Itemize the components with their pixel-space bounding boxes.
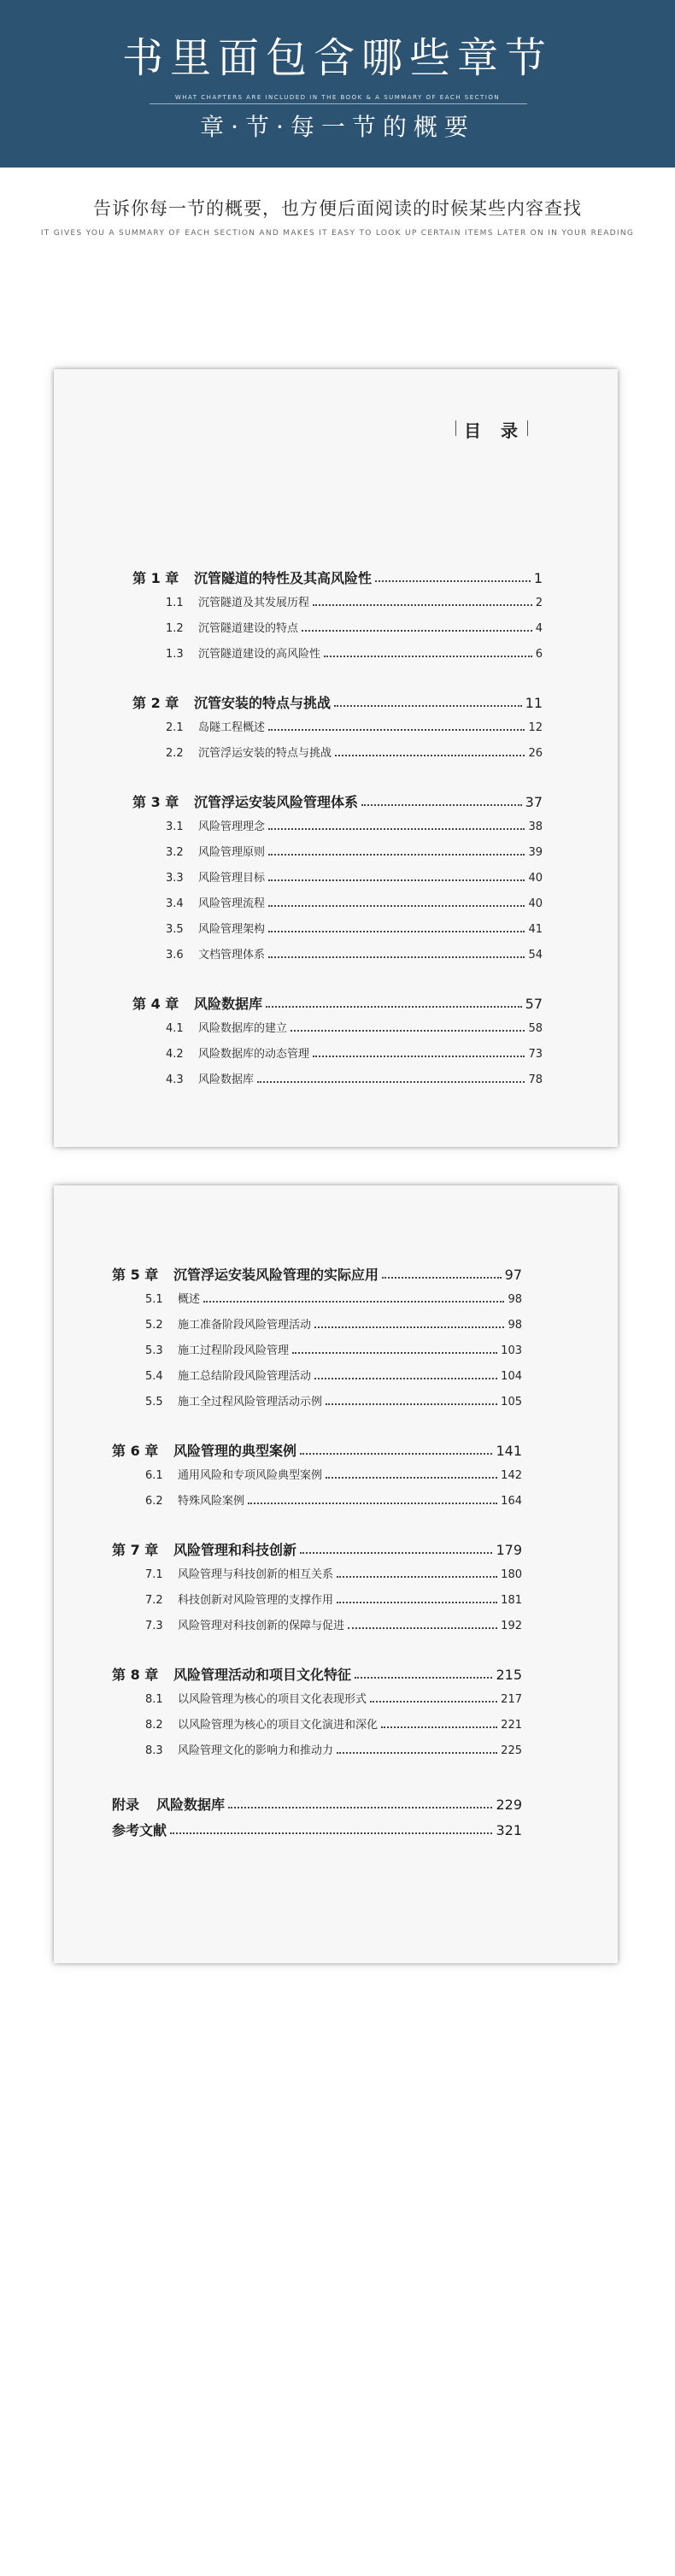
section-title: 风险管理架构 — [198, 923, 266, 936]
toc-section-row[interactable] — [145, 1715, 522, 1732]
page-number: 225 — [501, 1744, 522, 1757]
header-divider-right — [338, 103, 527, 104]
chapter-title: 风险管理活动和项目文化特征 — [173, 1667, 352, 1683]
chapter-number: 第 7 章 — [112, 1542, 159, 1558]
dot-leader — [326, 1476, 497, 1479]
dot-leader — [268, 904, 525, 907]
section-title: 科技创新对风险管理的支撑作用 — [178, 1594, 334, 1607]
dot-leader — [266, 1005, 522, 1008]
toc-section-row[interactable] — [145, 1690, 522, 1706]
chapter-number: 第 8 章 — [112, 1667, 159, 1683]
section-number: 8.2 — [145, 1719, 163, 1732]
section-number: 5.4 — [145, 1370, 163, 1383]
page-number: 26 — [528, 747, 543, 760]
page-number: 12 — [528, 721, 543, 734]
page-number: 98 — [508, 1293, 522, 1306]
page-number: 4 — [535, 622, 543, 635]
dot-leader — [337, 1751, 497, 1754]
toc-section-row[interactable] — [166, 718, 543, 734]
section-number: 2.1 — [166, 721, 184, 734]
dot-leader — [268, 930, 525, 932]
dot-leader — [314, 1377, 497, 1379]
section-number: 7.2 — [145, 1594, 163, 1607]
chapter-title: 沉管安装的特点与挑战 — [194, 695, 332, 711]
dot-leader — [170, 1832, 492, 1834]
toc-section-row[interactable] — [166, 1019, 543, 1035]
header-divider-left — [150, 103, 339, 104]
dot-leader — [348, 1626, 497, 1629]
toc-section-row[interactable] — [145, 1341, 522, 1357]
section-title: 文档管理体系 — [198, 949, 266, 962]
chapter-number: 第 5 章 — [112, 1267, 159, 1283]
section-number: 7.1 — [145, 1568, 163, 1581]
dot-leader — [382, 1276, 502, 1279]
page-number: 73 — [528, 1048, 543, 1061]
header-title: 书里面包含哪些章节 — [121, 34, 553, 82]
dot-leader — [268, 853, 525, 856]
toc-chapter-row[interactable] — [112, 1539, 522, 1559]
section-number: 3.1 — [166, 820, 184, 833]
toc-section-row[interactable] — [166, 593, 543, 609]
section-title: 风险数据库的动态管理 — [198, 1048, 310, 1061]
chapter-number: 第 4 章 — [132, 996, 179, 1012]
section-title: 风险管理原则 — [198, 846, 266, 859]
page-number: 215 — [496, 1667, 522, 1683]
chapter-title: 风险数据库 — [194, 996, 263, 1012]
chapter-number: 第 3 章 — [132, 794, 179, 810]
toc-section-row[interactable] — [166, 619, 543, 635]
page-number: 180 — [501, 1568, 522, 1581]
section-number: 2.2 — [166, 747, 184, 760]
dot-leader — [291, 1029, 525, 1032]
page-number: 40 — [528, 897, 543, 910]
section-title: 岛隧工程概述 — [198, 721, 266, 734]
chapter-title: 沉管隧道的特性及其高风险性 — [194, 570, 373, 586]
page-number: 54 — [528, 949, 543, 962]
toc-page-1 — [54, 369, 618, 1147]
page-number: 37 — [525, 794, 543, 810]
toc-references-row[interactable] — [112, 1820, 522, 1839]
section-title: 特殊风险案例 — [178, 1495, 245, 1508]
dot-leader — [257, 1080, 525, 1083]
dot-leader — [302, 629, 532, 632]
section-number: 4.2 — [166, 1048, 184, 1061]
toc-section-row[interactable] — [145, 1315, 522, 1332]
dot-leader — [203, 1300, 504, 1303]
page-number: 181 — [501, 1594, 522, 1607]
section-number: 3.3 — [166, 872, 184, 885]
toc-section-row[interactable] — [145, 1466, 522, 1482]
header-subtitle-en: WHAT CHAPTERS ARE INCLUDED IN THE BOOK & A SUMMARY OF EACH SECTION — [174, 94, 501, 101]
dot-leader — [337, 1601, 497, 1603]
references-title: 参考文献 — [112, 1822, 167, 1838]
dot-leader — [300, 1452, 492, 1455]
section-title: 沉管隧道及其发展历程 — [198, 597, 310, 609]
toc-section-row[interactable] — [166, 1070, 543, 1086]
page-number: 1 — [533, 570, 543, 586]
page-number: 40 — [528, 872, 543, 885]
toc-section-row[interactable] — [145, 1491, 522, 1508]
dot-leader — [268, 827, 525, 830]
page-number: 217 — [501, 1693, 522, 1706]
page-number: 321 — [496, 1822, 522, 1838]
page-number: 41 — [528, 923, 543, 936]
toc-section-row[interactable] — [166, 868, 543, 885]
dot-leader — [268, 879, 525, 881]
page-number: 78 — [528, 1073, 543, 1086]
dot-leader — [375, 579, 531, 582]
section-number: 3.2 — [166, 846, 184, 859]
section-number: 4.3 — [166, 1073, 184, 1086]
dot-leader — [355, 1676, 492, 1679]
section-number: 3.5 — [166, 923, 184, 936]
section-title: 施工总结阶段风险管理活动 — [178, 1370, 312, 1383]
section-title: 沉管隧道建设的特点 — [198, 622, 299, 635]
toc-chapter-row[interactable] — [112, 1440, 522, 1460]
toc-chapter-row[interactable] — [132, 568, 543, 587]
toc-appendix-row[interactable] — [112, 1794, 522, 1814]
section-number: 1.2 — [166, 622, 184, 635]
toc-section-row[interactable] — [166, 744, 543, 760]
toc-section-row[interactable] — [166, 1044, 543, 1061]
section-number: 5.2 — [145, 1319, 163, 1332]
toc-chapter-row[interactable] — [112, 1264, 522, 1284]
page-number: 2 — [535, 597, 543, 609]
chapter-number: 第 2 章 — [132, 695, 179, 711]
section-number: 1.3 — [166, 648, 184, 661]
chapter-title: 沉管浮运安装风险管理体系 — [194, 794, 359, 810]
section-title: 沉管浮运安装的特点与挑战 — [198, 747, 332, 760]
dot-leader — [313, 1055, 525, 1057]
section-title: 风险数据库 — [198, 1073, 255, 1086]
dot-leader — [314, 1326, 504, 1328]
appendix-title: 风险数据库 — [156, 1797, 226, 1813]
chapter-title: 风险管理和科技创新 — [173, 1542, 297, 1558]
page-number: 39 — [528, 846, 543, 859]
dot-leader — [268, 956, 525, 958]
page-number: 221 — [501, 1719, 522, 1732]
page-number: 38 — [528, 820, 543, 833]
dot-leader — [292, 1351, 497, 1354]
dot-leader — [337, 1575, 497, 1578]
section-title: 通用风险和专项风险典型案例 — [178, 1469, 323, 1482]
section-title: 以风险管理为核心的项目文化演进和深化 — [178, 1719, 379, 1732]
header-tagline: 章·节·每一节的概要 — [200, 113, 475, 141]
chapter-number: 第 6 章 — [112, 1443, 159, 1459]
section-number: 6.1 — [145, 1469, 163, 1482]
intro-text-cn: 告诉你每一节的概要，也方便后面阅读的时候某些内容查找 — [93, 198, 582, 219]
page-number: 164 — [501, 1495, 522, 1508]
page-number: 97 — [504, 1267, 522, 1283]
chapter-title: 风险管理的典型案例 — [173, 1443, 297, 1459]
page-number: 105 — [501, 1396, 522, 1409]
dot-leader — [248, 1502, 497, 1504]
section-number: 3.4 — [166, 897, 184, 910]
page-number: 98 — [508, 1319, 522, 1332]
toc-section-row[interactable] — [145, 1392, 522, 1409]
section-title: 风险管理对科技创新的保障与促进 — [178, 1620, 345, 1632]
section-number: 6.2 — [145, 1495, 163, 1508]
chapter-title: 沉管浮运安装风险管理的实际应用 — [173, 1267, 379, 1283]
toc-section-row[interactable] — [145, 1741, 522, 1757]
section-number: 5.3 — [145, 1344, 163, 1357]
page-number: 229 — [496, 1797, 522, 1813]
section-title: 沉管隧道建设的高风险性 — [198, 648, 321, 661]
dot-leader — [300, 1551, 492, 1554]
section-number: 5.5 — [145, 1396, 163, 1409]
section-number: 3.6 — [166, 949, 184, 962]
toc-section-row[interactable] — [166, 817, 543, 833]
toc-heading: 目 录 — [464, 417, 525, 442]
dot-leader — [313, 603, 532, 606]
toc-section-row[interactable] — [145, 1290, 522, 1306]
dot-leader — [334, 704, 522, 707]
toc-chapter-row[interactable] — [132, 993, 543, 1013]
page-number: 179 — [496, 1542, 522, 1558]
section-title: 概述 — [178, 1293, 201, 1306]
section-title: 风险管理流程 — [198, 897, 266, 910]
toc-section-row[interactable] — [166, 644, 543, 661]
section-number: 5.1 — [145, 1293, 163, 1306]
page-number: 142 — [501, 1469, 522, 1482]
dot-leader — [370, 1700, 497, 1703]
toc-chapter-row[interactable] — [112, 1664, 522, 1684]
toc-chapter-row[interactable] — [132, 791, 543, 811]
section-number: 8.1 — [145, 1693, 163, 1706]
toc-section-row[interactable] — [145, 1565, 522, 1581]
toc-section-row[interactable] — [166, 843, 543, 859]
section-title: 风险管理理念 — [198, 820, 266, 833]
page-number: 6 — [535, 648, 543, 661]
page-number: 11 — [525, 695, 543, 711]
page-number: 104 — [501, 1370, 522, 1383]
section-number: 1.1 — [166, 597, 184, 609]
toc-section-row[interactable] — [166, 945, 543, 962]
section-title: 施工过程阶段风险管理 — [178, 1344, 290, 1357]
dot-leader — [324, 655, 532, 657]
dot-leader — [361, 803, 522, 806]
section-number: 8.3 — [145, 1744, 163, 1757]
header-banner — [0, 0, 675, 168]
dot-leader — [335, 754, 525, 756]
section-number: 4.1 — [166, 1022, 184, 1035]
section-title: 风险管理目标 — [198, 872, 266, 885]
section-title: 风险数据库的建立 — [198, 1022, 288, 1035]
page-number: 141 — [496, 1443, 522, 1459]
dot-leader — [381, 1726, 497, 1728]
dot-leader — [228, 1806, 492, 1808]
toc-section-row[interactable] — [166, 920, 543, 936]
toc-section-row[interactable] — [145, 1591, 522, 1607]
intro-text-en: IT GIVES YOU A SUMMARY OF EACH SECTION AND MAKES IT EASY TO LOOK UP CERTAIN ITEMS LATER ON IN YOUR READING — [40, 229, 635, 238]
page-number: 58 — [528, 1022, 543, 1035]
dot-leader — [326, 1403, 497, 1405]
toc-section-row[interactable] — [145, 1616, 522, 1632]
toc-section-row[interactable] — [145, 1367, 522, 1383]
section-title: 风险管理文化的影响力和推动力 — [178, 1744, 334, 1757]
page-number: 103 — [501, 1344, 522, 1357]
toc-chapter-row[interactable] — [132, 692, 543, 712]
page-number: 57 — [525, 996, 543, 1012]
page-number: 192 — [501, 1620, 522, 1632]
chapter-number: 第 1 章 — [132, 570, 179, 586]
appendix-label: 附录 — [112, 1797, 140, 1813]
section-number: 7.3 — [145, 1620, 163, 1632]
section-title: 风险管理与科技创新的相互关系 — [178, 1568, 334, 1581]
dot-leader — [268, 728, 525, 731]
toc-page-2 — [54, 1185, 618, 1963]
toc-section-row[interactable] — [166, 894, 543, 910]
section-title: 施工准备阶段风险管理活动 — [178, 1319, 312, 1332]
section-title: 以风险管理为核心的项目文化表现形式 — [178, 1693, 367, 1706]
section-title: 施工全过程风险管理活动示例 — [178, 1396, 323, 1409]
